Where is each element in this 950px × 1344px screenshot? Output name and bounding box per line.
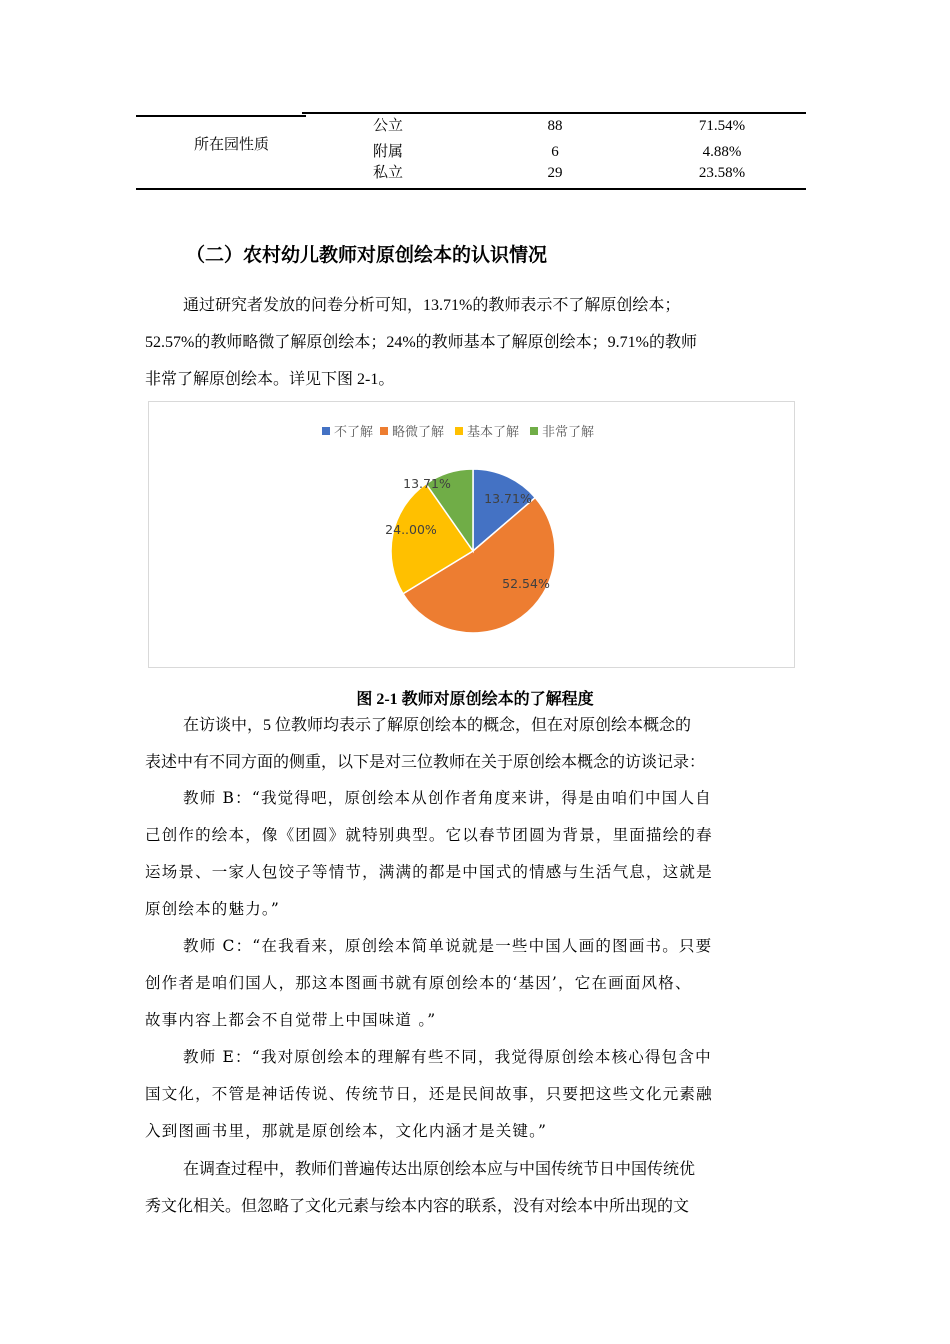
table-cell-percent: 23.58% [698, 165, 746, 181]
section-heading: （二）农村幼儿教师对原创绘本的认识情况 [186, 244, 548, 266]
table-cell-count: 6 [551, 144, 559, 160]
paragraph-line: 在访谈中，5 位教师均表示了解原创绘本的概念，但在对原创绘本概念的 [183, 717, 692, 734]
quote-line: 教师 E：“我对原创绘本的理解有些不同，我觉得原创绘本核心得包含中 [183, 1048, 712, 1066]
quote-line: 创作者是咱们国人，那这本图画书就有原创绘本的‘基因’，它在画面风格、 [145, 974, 692, 992]
pie-chart [149, 402, 794, 667]
table-cell-type: 公立 [372, 118, 403, 134]
paragraph-line: 秀文化相关。但忽略了文化元素与绘本内容的联系，没有对绘本中所出现的文 [145, 1198, 690, 1215]
table-top-rule-left [136, 115, 306, 117]
paragraph-line: 非常了解原创绘本。详见下图 2-1。 [145, 371, 395, 388]
data-label-very-understand: 13.71% [403, 476, 451, 491]
data-label-slightly-understand: 52.54% [502, 576, 550, 591]
quote-line: 国文化，不管是神话传说、传统节日，还是民间故事，只要把这些文化元素融 [145, 1085, 713, 1103]
quote-line: 教师 B：“我觉得吧，原创绘本从创作者角度来讲，得是由咱们中国人自 [183, 789, 712, 807]
legend-swatch-basically-understand [455, 427, 463, 435]
data-label-not-understand: 13.71% [484, 491, 532, 506]
legend-label-not-understand: 不了解 [334, 425, 374, 440]
table-cell-percent: 4.88% [702, 144, 742, 160]
paragraph-line: 在调查过程中，教师们普遍传达出原创绘本应与中国传统节日中国传统优 [183, 1161, 696, 1178]
legend-label-very-understand: 非常了解 [542, 425, 595, 440]
quote-line: 己创作的绘本，像《团圆》就特别典型。它以春节团圆为背景，里面描绘的春 [145, 826, 713, 844]
quote-line: 教师 C：“在我看来，原创绘本简单说就是一些中国人画的图画书。只要 [183, 937, 713, 955]
data-label-basically-understand: 24..00% [385, 522, 437, 537]
pie-chart-frame [148, 401, 795, 668]
paragraph-line: 通过研究者发放的问卷分析可知，13.71%的教师表示不了解原创绘本； [183, 297, 681, 314]
quote-line: 原创绘本的魅力。” [145, 900, 280, 918]
legend-swatch-not-understand [322, 427, 330, 435]
table-cell-type: 私立 [372, 165, 403, 181]
table-top-rule-right [302, 112, 806, 114]
quote-line: 故事内容上都会不自觉带上中国味道 。” [145, 1011, 437, 1029]
legend-swatch-very-understand [530, 427, 538, 435]
legend-swatch-slightly-understand [380, 427, 388, 435]
quote-line: 入到图画书里，那就是原创绘本，文化内涵才是关键。” [145, 1122, 548, 1140]
legend-label-basically-understand: 基本了解 [467, 425, 520, 440]
table-bottom-rule [136, 188, 806, 190]
table-cell-count: 88 [547, 118, 563, 134]
table-cell-percent: 71.54% [698, 118, 746, 134]
table-category-cell: 所在园性质 [194, 137, 270, 153]
paragraph-line: 52.57%的教师略微了解原创绘本；24%的教师基本了解原创绘本；9.71%的教师 [145, 334, 697, 351]
legend-label-slightly-understand: 略微了解 [392, 425, 445, 440]
quote-line: 运场景、一家人包饺子等情节，满满的都是中国式的情感与生活气息，这就是 [145, 863, 713, 881]
table-cell-count: 29 [547, 165, 563, 181]
table-cell-type: 附属 [372, 144, 403, 160]
paragraph-line: 表述中有不同方面的侧重，以下是对三位教师在关于原创绘本概念的访谈记录： [145, 754, 706, 771]
kindergarten-type-table [136, 112, 806, 190]
figure-caption: 图 2-1 教师对原创绘本的了解程度 [356, 691, 594, 708]
